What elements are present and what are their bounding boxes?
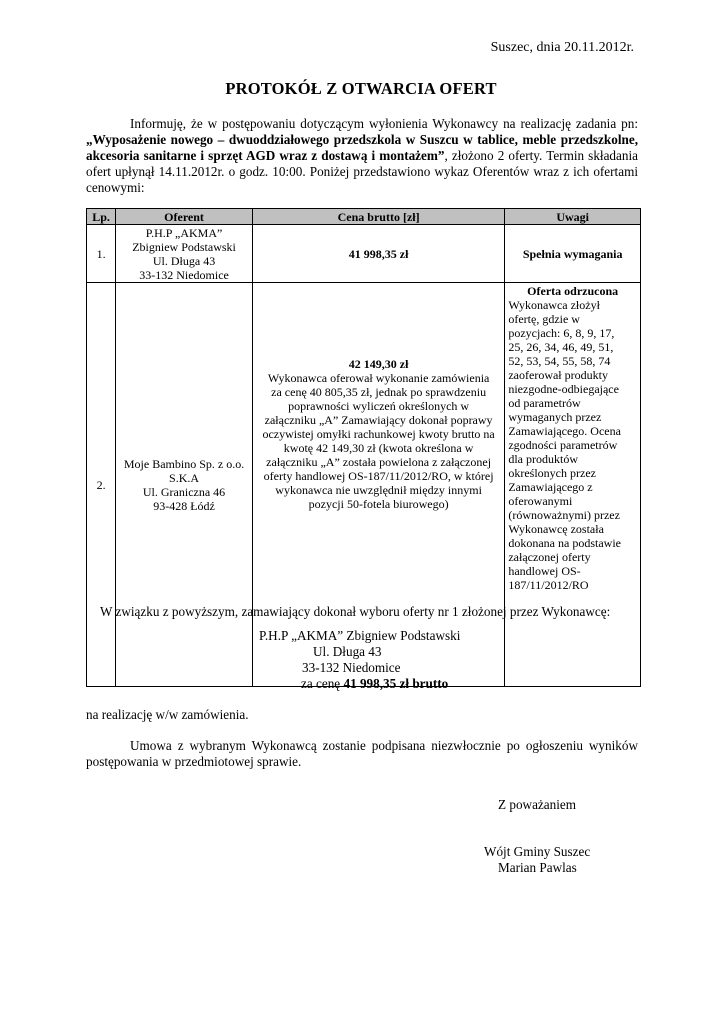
row2-cena-note-line: poprawności wyliczeń określonych w xyxy=(288,399,470,413)
row2-cena-note-line: załączniku „A” Zamawiający dokonał poprawy xyxy=(264,413,493,427)
row2-uwagi-line: (równoważnymi) przez xyxy=(508,508,620,522)
winner-price-prefix: za cenę xyxy=(301,676,344,691)
row2-uwagi-line: dla produktów xyxy=(508,452,578,466)
winner-city: 33-132 Niedomice xyxy=(302,660,401,675)
row1-oferent-line: Ul. Długa 43 xyxy=(152,253,216,268)
row2-oferent-line: Ul. Graniczna 46 xyxy=(142,484,226,499)
intro-text-1: Informuję, że w postępowaniu dotyczącym wyłonienia Wykonawcy na realizację zadania pn: xyxy=(130,116,638,131)
row2-uwagi-line: Zamawiającego. Ocena xyxy=(508,424,621,438)
dateline: Suszec, dnia 20.11.2012r. xyxy=(490,40,634,55)
regards-text: Z poważaniem xyxy=(498,797,576,812)
row2-uwagi-line: Wykonawcę została xyxy=(508,522,604,536)
page-title: PROTOKÓŁ Z OTWARCIA OFERT xyxy=(225,79,497,98)
row2-oferent-line: Moje Bambino Sp. z o.o. xyxy=(123,456,245,471)
row2-uwagi-line: pozycjach: 6, 8, 9, 17, xyxy=(508,326,615,340)
header-oferent: Oferent xyxy=(116,209,253,225)
row1-cena: 41 998,35 zł xyxy=(252,225,504,283)
header-cena: Cena brutto [zł] xyxy=(252,209,504,225)
contract-paragraph xyxy=(86,738,638,770)
row2-uwagi-line: handlowej OS- xyxy=(508,564,581,578)
row2-oferent-line: 93-428 Łódź xyxy=(153,498,215,513)
contract-text: Umowa z wybranym Wykonawcą zostanie podpisana niezwłocznie po ogłoszeniu wyników postępowania w przedmiotowej sprawie. xyxy=(86,738,638,769)
intro-paragraph xyxy=(86,116,638,196)
row2-cena-note-line: oferty handlowej OS-187/11/2012/RO, w której xyxy=(263,469,494,483)
row2-uwagi-line: ofertę, gdzie w xyxy=(508,312,580,326)
table-row xyxy=(87,225,641,283)
winner-name: P.H.P „AKMA” Zbigniew Podstawski xyxy=(259,628,461,643)
row2-uwagi-cell xyxy=(505,283,641,687)
row2-cena-note-line: oczywistej omyłki rachunkowej kwoty brutto na xyxy=(262,427,495,441)
row2-cena: 42 149,30 zł xyxy=(348,357,409,371)
row2-cena-note-line: wykonawca nie uwzględnił między innymi xyxy=(275,483,482,497)
row2-uwagi-line: zgodności parametrów xyxy=(508,438,618,452)
header-uwagi: Uwagi xyxy=(505,209,641,225)
winner-price-line xyxy=(301,676,448,692)
row2-cena-note-line: załączniku „A” została powielona z załączonej xyxy=(266,455,492,469)
row2-uwagi-line: oferowanymi xyxy=(508,494,573,508)
row2-cena-note-line: za cenę 40 805,35 zł, jednak po sprawdzeniu xyxy=(271,385,487,399)
row2-uwagi-line: od parametrów xyxy=(508,396,581,410)
winner-street: Ul. Długa 43 xyxy=(313,644,382,659)
row2-uwagi-line: Wykonawca złożył xyxy=(508,298,600,312)
row2-cena-note-line: pozycji 50-fotela biurowego) xyxy=(308,497,449,511)
signatory-name: Marian Pawlas xyxy=(498,860,577,875)
row2-uwagi-line: niezgodne-odbiegające xyxy=(508,382,619,396)
conclusion-text: W związku z powyższym, zamawiający dokonał wyboru oferty nr 1 złożonej przez Wykonawcę: xyxy=(100,604,611,619)
row2-uwagi-line: zaoferował produkty xyxy=(508,368,608,382)
row2-uwagi-title: Oferta odrzucona xyxy=(527,284,619,298)
row1-oferent-line: 33-132 Niedomice xyxy=(139,267,229,282)
signatory-role: Wójt Gminy Suszec xyxy=(484,844,591,859)
intro-task-name: „Wyposażenie nowego – dwuoddziałowego przedszkola w Suszcu w tablice, meble przedszkolne, akcesoria sanitarne i sprzęt AGD wraz z dostawą i montażem” xyxy=(86,132,638,163)
row2-oferent xyxy=(116,283,253,687)
header-lp: Lp. xyxy=(87,209,116,225)
row2-lp: 2. xyxy=(87,283,116,687)
row2-cena-note-line: Wykonawca oferował wykonanie zamówienia xyxy=(267,371,490,385)
row2-uwagi-line: dokonana na podstawie xyxy=(508,536,621,550)
row2-cena-cell xyxy=(252,283,504,687)
row2-uwagi-line: 52, 53, 54, 55, 58, 74 xyxy=(508,354,611,368)
row1-oferent-line: P.H.P „AKMA” xyxy=(145,225,223,240)
row2-uwagi-line: określonych przez xyxy=(508,466,596,480)
row2-oferent-line: S.K.A xyxy=(169,470,200,485)
intro-text-2: , złożono 2 oferty. Termin składania ofert upłynął 14.11.2012r. o godz. 10:00. Poniżej przedstawiono wykaz Oferentów wraz z ich ofertami cenowymi: xyxy=(86,148,638,195)
row2-uwagi-line: załączonej oferty xyxy=(508,550,591,564)
row1-oferent-line: Zbigniew Podstawski xyxy=(132,239,236,254)
table-header-row xyxy=(87,209,641,225)
row1-uwagi: Spełnia wymagania xyxy=(505,225,641,283)
table-row xyxy=(87,283,641,687)
winner-price: 41 998,35 zł brutto xyxy=(343,676,449,691)
row2-cena-note-line: kwotę 42 149,30 zł (kwota określona w xyxy=(283,441,474,455)
row2-uwagi-line: wymaganych przez xyxy=(508,410,602,424)
row2-uwagi-line: 25, 26, 34, 46, 49, 51, xyxy=(508,340,614,354)
row1-oferent xyxy=(116,225,253,283)
realization-text: na realizację w/w zamówienia. xyxy=(86,707,249,722)
row1-lp: 1. xyxy=(87,225,116,283)
row2-uwagi-line: 187/11/2012/RO xyxy=(508,578,589,592)
row2-uwagi-line: Zamawiającego z xyxy=(508,480,593,494)
